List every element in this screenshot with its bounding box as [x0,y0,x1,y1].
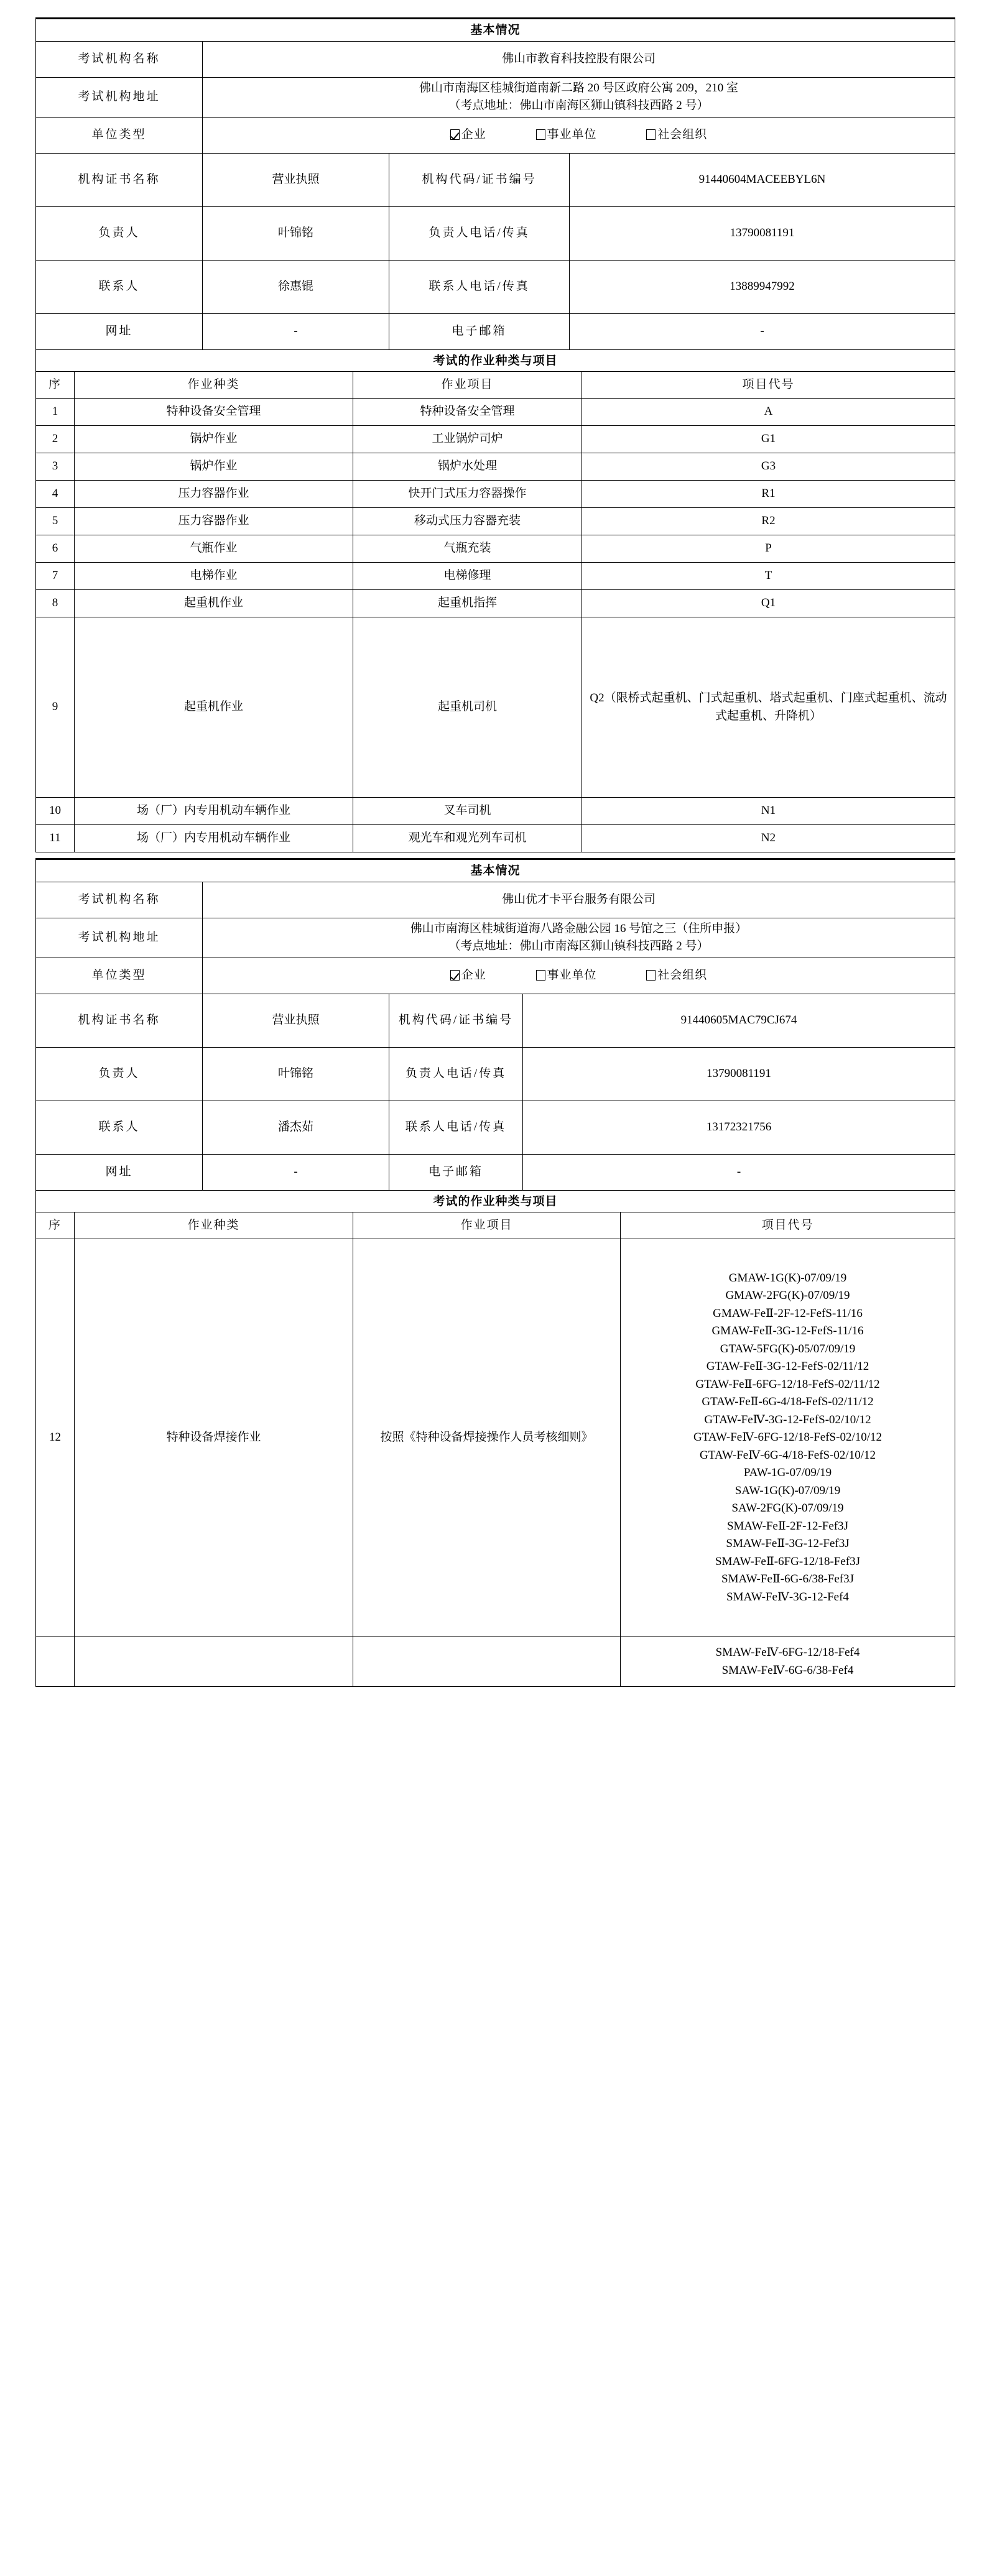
table-row [36,825,955,852]
row-category: 锅炉作业 [75,453,353,481]
checkbox-checked-icon[interactable] [450,970,460,981]
row-no: 11 [36,825,75,852]
row-category: 压力容器作业 [75,481,353,508]
weld-code-line: SMAW-FeⅡ-3G-12-Fef3J [726,1537,850,1551]
row-no: 2 [36,426,75,453]
section1-unit-type-row [36,117,955,153]
row-category: 电梯作业 [75,563,353,590]
jobs-col-no: 序 [36,1212,75,1239]
row-item: 快开门式压力容器操作 [353,481,582,508]
org-code-label: 机构代码/证书编号 [389,994,523,1047]
unit-type-institution-label: 事业单位 [547,127,597,141]
table-row [36,508,955,535]
section2-website-row [36,1154,955,1190]
jobs-header-row [36,1212,955,1239]
row-no [36,1637,75,1687]
row-item: 特种设备安全管理 [353,399,582,426]
website-value: - [203,313,389,349]
row-category: 场（厂）内专用机动车辆作业 [75,825,353,852]
section1-org-name-row [36,41,955,77]
certificate-name-label: 机构证书名称 [36,994,203,1047]
weld-code-line: GMAW-FeⅡ-3G-12-FefS-11/16 [711,1324,864,1338]
org-code-label: 机构代码/证书编号 [389,153,570,206]
contact-value: 潘杰茹 [203,1101,389,1154]
website-label: 网址 [36,1154,203,1190]
row-category: 特种设备安全管理 [75,399,353,426]
section1-certificate-row [36,153,955,206]
weld-code-line: SAW-1G(K)-07/09/19 [734,1484,841,1497]
row-code: Q2（限桥式起重机、门式起重机、塔式起重机、门座式起重机、流动式起重机、升降机） [582,617,955,798]
org-name-label: 考试机构名称 [36,882,203,918]
contact-phone-label: 联系人电话/传真 [389,260,570,313]
unit-type-social-org-label: 社会组织 [657,127,708,141]
weld-code-line: GTAW-FeⅣ-3G-12-FefS-02/10/12 [704,1413,871,1426]
weld-code-line: GTAW-FeⅡ-6G-4/18-FefS-02/11/12 [702,1395,874,1409]
row-no: 8 [36,590,75,617]
weld-code-line: SMAW-FeⅡ-6G-6/38-Fef3J [721,1572,854,1586]
checkbox-empty-icon[interactable] [536,970,545,981]
section2-title: 基本情况 [36,859,955,882]
unit-type-options [203,958,955,994]
principal-phone-label: 负责人电话/传真 [389,1047,523,1101]
row-code: R1 [582,481,955,508]
section2-certificate-row [36,994,955,1047]
row-no: 1 [36,399,75,426]
email-value: - [523,1154,955,1190]
row-category: 气瓶作业 [75,535,353,563]
row-no: 9 [36,617,75,798]
section2-principal-row [36,1047,955,1101]
weld-code-line: GTAW-FeⅡ-3G-12-FefS-02/11/12 [706,1360,869,1373]
row-category: 锅炉作业 [75,426,353,453]
table-row [36,617,955,798]
org-address-value [203,77,955,117]
org-code-value: 91440605MAC79CJ674 [523,994,955,1047]
unit-type-enterprise-label: 企业 [461,127,486,141]
row-category: 起重机作业 [75,590,353,617]
jobs-col-category: 作业种类 [75,1212,353,1239]
principal-phone-value: 13790081191 [523,1047,955,1101]
jobs-col-category: 作业种类 [75,372,353,399]
certificate-name-value: 营业执照 [203,153,389,206]
table-row [36,399,955,426]
unit-type-label: 单位类型 [36,958,203,994]
jobs-col-item: 作业项目 [353,372,582,399]
weld-code-line: SMAW-FeⅡ-2F-12-Fef3J [726,1519,849,1533]
email-label: 电子邮箱 [389,1154,523,1190]
org-address-label: 考试机构地址 [36,918,203,958]
unit-type-social-org-label: 社会组织 [657,968,708,982]
section1-jobs-title: 考试的作业种类与项目 [36,349,955,372]
org-name-label: 考试机构名称 [36,41,203,77]
org-name-value: 佛山市教育科技控股有限公司 [203,41,955,77]
unit-type-option-institution[interactable] [536,126,597,144]
checkbox-empty-icon[interactable] [536,129,545,140]
email-label: 电子邮箱 [389,313,570,349]
unit-type-option-institution[interactable] [536,967,597,985]
row-item: 观光车和观光列车司机 [353,825,582,852]
row-no: 5 [36,508,75,535]
contact-phone-label: 联系人电话/传真 [389,1101,523,1154]
row-category: 起重机作业 [75,617,353,798]
weld-code-line: SMAW-FeⅣ-3G-12-Fef4 [726,1590,849,1604]
org-address-line2: （考点地址：佛山市南海区狮山镇科技西路 2 号） [448,939,709,953]
table-row [36,1637,955,1687]
org-address-line2: （考点地址：佛山市南海区狮山镇科技西路 2 号） [448,99,709,112]
section1-website-row [36,313,955,349]
row-category: 场（厂）内专用机动车辆作业 [75,798,353,825]
jobs-header-row [36,372,955,399]
weld-code-line: SMAW-FeⅣ-6FG-12/18-Fef4 [715,1646,860,1659]
row-code: G1 [582,426,955,453]
section2-unit-type-row [36,958,955,994]
certificate-name-label: 机构证书名称 [36,153,203,206]
row-code: T [582,563,955,590]
contact-value: 徐惠锟 [203,260,389,313]
row-no: 12 [36,1239,75,1637]
row-code: R2 [582,508,955,535]
row-category [75,1637,353,1687]
unit-type-institution-label: 事业单位 [547,968,597,982]
row-code: P [582,535,955,563]
weld-code-line: SAW-2FG(K)-07/09/19 [731,1502,844,1515]
checkbox-empty-icon[interactable] [646,970,656,981]
unit-type-option-enterprise[interactable] [450,967,486,985]
principal-phone-label: 负责人电话/传真 [389,206,570,260]
email-value: - [570,313,955,349]
weld-code-line: SMAW-FeⅡ-6FG-12/18-Fef3J [715,1554,861,1568]
org-code-value: 91440604MACEEBYL6N [570,153,955,206]
weld-code-line: GMAW-2FG(K)-07/09/19 [725,1289,850,1303]
table-row [36,426,955,453]
org-address-label: 考试机构地址 [36,77,203,117]
row-item: 工业锅炉司炉 [353,426,582,453]
section1-basic-info-table [35,17,955,372]
section2-jobs-title-row [36,1190,955,1212]
principal-phone-value: 13790081191 [570,206,955,260]
section1-org-address-row [36,77,955,117]
website-label: 网址 [36,313,203,349]
weld-code-line: SMAW-FeⅣ-6G-6/38-Fef4 [721,1663,854,1677]
weld-code-line: PAW-1G-07/09/19 [743,1466,832,1480]
section2-title-row [36,859,955,882]
table-row [36,453,955,481]
weld-code-line: GTAW-FeⅣ-6G-4/18-FefS-02/10/12 [700,1448,876,1462]
certificate-name-value: 营业执照 [203,994,389,1047]
row-no: 3 [36,453,75,481]
row-item: 锅炉水处理 [353,453,582,481]
section1-contact-row [36,260,955,313]
unit-type-label: 单位类型 [36,117,203,153]
principal-value: 叶锦铭 [203,206,389,260]
weld-code-line: GTAW-5FG(K)-05/07/09/19 [720,1342,856,1355]
section2-contact-row [36,1101,955,1154]
org-address-line1: 佛山市南海区桂城街道海八路金融公园 16 号馆之三（住所申报） [410,921,748,935]
contact-label: 联系人 [36,1101,203,1154]
row-code-list [621,1239,955,1637]
section1-jobs-title-row [36,349,955,372]
contact-phone-value: 13889947992 [570,260,955,313]
row-code: G3 [582,453,955,481]
section2-basic-info-table [35,858,955,1212]
org-address-line1: 佛山市南海区桂城街道南新二路 20 号区政府公寓 209，210 室 [419,81,739,95]
jobs-col-no: 序 [36,372,75,399]
table-row [36,563,955,590]
row-item: 按照《特种设备焊接操作人员考核细则》 [353,1239,621,1637]
row-category: 压力容器作业 [75,508,353,535]
row-no: 6 [36,535,75,563]
principal-value: 叶锦铭 [203,1047,389,1101]
org-address-value [203,918,955,958]
row-item: 叉车司机 [353,798,582,825]
jobs-col-code: 项目代号 [621,1212,955,1239]
table-row [36,535,955,563]
row-category: 特种设备焊接作业 [75,1239,353,1637]
unit-type-option-social-org[interactable] [646,126,707,144]
checkbox-checked-icon[interactable] [450,129,460,140]
row-item: 起重机指挥 [353,590,582,617]
weld-code-line: GTAW-FeⅣ-6FG-12/18-FefS-02/10/12 [693,1431,883,1444]
row-item: 移动式压力容器充装 [353,508,582,535]
principal-label: 负责人 [36,1047,203,1101]
unit-type-option-enterprise[interactable] [450,126,486,144]
row-code: N2 [582,825,955,852]
contact-label: 联系人 [36,260,203,313]
row-no: 7 [36,563,75,590]
table-row [36,798,955,825]
section1-title-row [36,19,955,42]
section2-org-address-row [36,918,955,958]
row-item: 气瓶充装 [353,535,582,563]
checkbox-empty-icon[interactable] [646,129,656,140]
row-code: Q1 [582,590,955,617]
unit-type-option-social-org[interactable] [646,967,707,985]
row-item [353,1637,621,1687]
section1-jobs-table [35,371,955,852]
org-name-value: 佛山优才卡平台服务有限公司 [203,882,955,918]
row-item: 电梯修理 [353,563,582,590]
section2-jobs-title: 考试的作业种类与项目 [36,1190,955,1212]
table-row [36,1239,955,1637]
row-item: 起重机司机 [353,617,582,798]
row-no: 4 [36,481,75,508]
section2-jobs-table [35,1212,955,1687]
table-row [36,590,955,617]
table-row [36,481,955,508]
section2-org-name-row [36,882,955,918]
section1-title: 基本情况 [36,19,955,42]
row-no: 10 [36,798,75,825]
weld-code-line: GMAW-1G(K)-07/09/19 [728,1271,847,1285]
weld-code-line: GTAW-FeⅡ-6FG-12/18-FefS-02/11/12 [695,1377,880,1391]
weld-code-line: GMAW-FeⅡ-2F-12-FefS-11/16 [713,1306,863,1320]
jobs-col-code: 项目代号 [582,372,955,399]
row-code: A [582,399,955,426]
contact-phone-value: 13172321756 [523,1101,955,1154]
unit-type-options [203,117,955,153]
row-code: N1 [582,798,955,825]
section1-principal-row [36,206,955,260]
website-value: - [203,1154,389,1190]
unit-type-enterprise-label: 企业 [461,968,486,982]
row-code-list [621,1637,955,1687]
principal-label: 负责人 [36,206,203,260]
jobs-col-item: 作业项目 [353,1212,621,1239]
